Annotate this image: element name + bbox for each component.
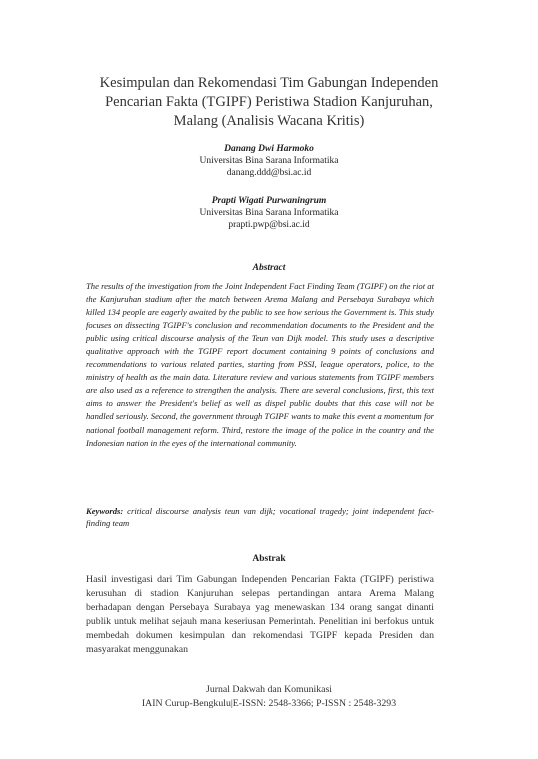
- keywords: [86, 505, 434, 529]
- footer-journal: Jurnal Dakwah dan Komunikasi: [206, 684, 332, 695]
- keywords-text: critical discourse analysis teun van dijk; vocational tragedy; joint independent fact-finding team: [86, 506, 434, 528]
- abstrak-text: Hasil investigasi dari Tim Gabungan Independen Pencarian Fakta (TGIPF) peristiwa kerusuhan di stadion Kanjuruhan selepas pertandingan antara Arema Malang berhadapan dengan Persebaya Surabaya yag menewaskan 134 orang sangat dinanti publik untuk melihat sejauh mana keseriusan Pemerintah. Penelitian ini berfokus untuk membedah dokumen kesimpulan dan rekomendasi TGIPF kepada Presiden dan masyarakat menggunakan: [86, 574, 434, 656]
- keywords-label: Keywords:: [86, 506, 124, 516]
- footer-issn: IAIN Curup-Bengkulu|E-ISSN: 2548-3366; P-ISSN : 2548-3293: [141, 698, 397, 709]
- title-line-1: Kesimpulan dan Rekomendasi Tim Gabungan Independen: [99, 75, 439, 91]
- abstract-heading: Abstract: [252, 263, 286, 273]
- author-affiliation: Universitas Bina Sarana Informatika: [199, 208, 339, 218]
- author-affiliation: Universitas Bina Sarana Informatika: [199, 156, 339, 166]
- title-line-2: Pencarian Fakta (TGIPF) Peristiwa Stadion Kanjuruhan,: [105, 94, 433, 110]
- author-email: prapti.pwp@bsi.ac.id: [228, 220, 310, 230]
- author-name: Danang Dwi Harmoko: [224, 144, 314, 154]
- abstract-text: The results of the investigation from the Joint Independent Fact Finding Team (TGIPF) on the riot at the Kanjuruhan stadium after the match between Arema Malang and Persebaya Surabaya which killed 134 people are eagerly awaited by the public to see how serious the Government is. This study focuses on dissecting TGIPF's conclusion and recommendation documents to the President and the public using critical discourse analysis of the Teun van Dijk model. This study uses a descriptive qualitative approach with the TGIPF report document containing 9 points of conclusions and recommendations to various related parties, starting from PSSI, league operators, police, to the ministry of health as the main data. Literature review and various statements from TGIPF members are also used as a reference to strengthen the analysis. There are several conclusions, first, this text aims to answer the President's belief as well as dispel public doubts that this case will not be handled seriously. Second, the government through TGIPF wants to make this event a momentum for national football management reform. Third, restore the image of the police in the country and the Indonesian nation in the eyes of the international community.: [86, 281, 434, 448]
- author-name: Prapti Wigati Purwaningrum: [211, 196, 327, 206]
- author-email: danang.ddd@bsi.ac.id: [226, 168, 312, 178]
- author-block-1: [0, 143, 538, 179]
- title-line-3: Malang (Analisis Wacana Kritis): [173, 113, 365, 129]
- abstrak-heading: Abstrak: [252, 554, 286, 564]
- paper-title: [70, 74, 468, 131]
- author-block-2: [0, 195, 538, 231]
